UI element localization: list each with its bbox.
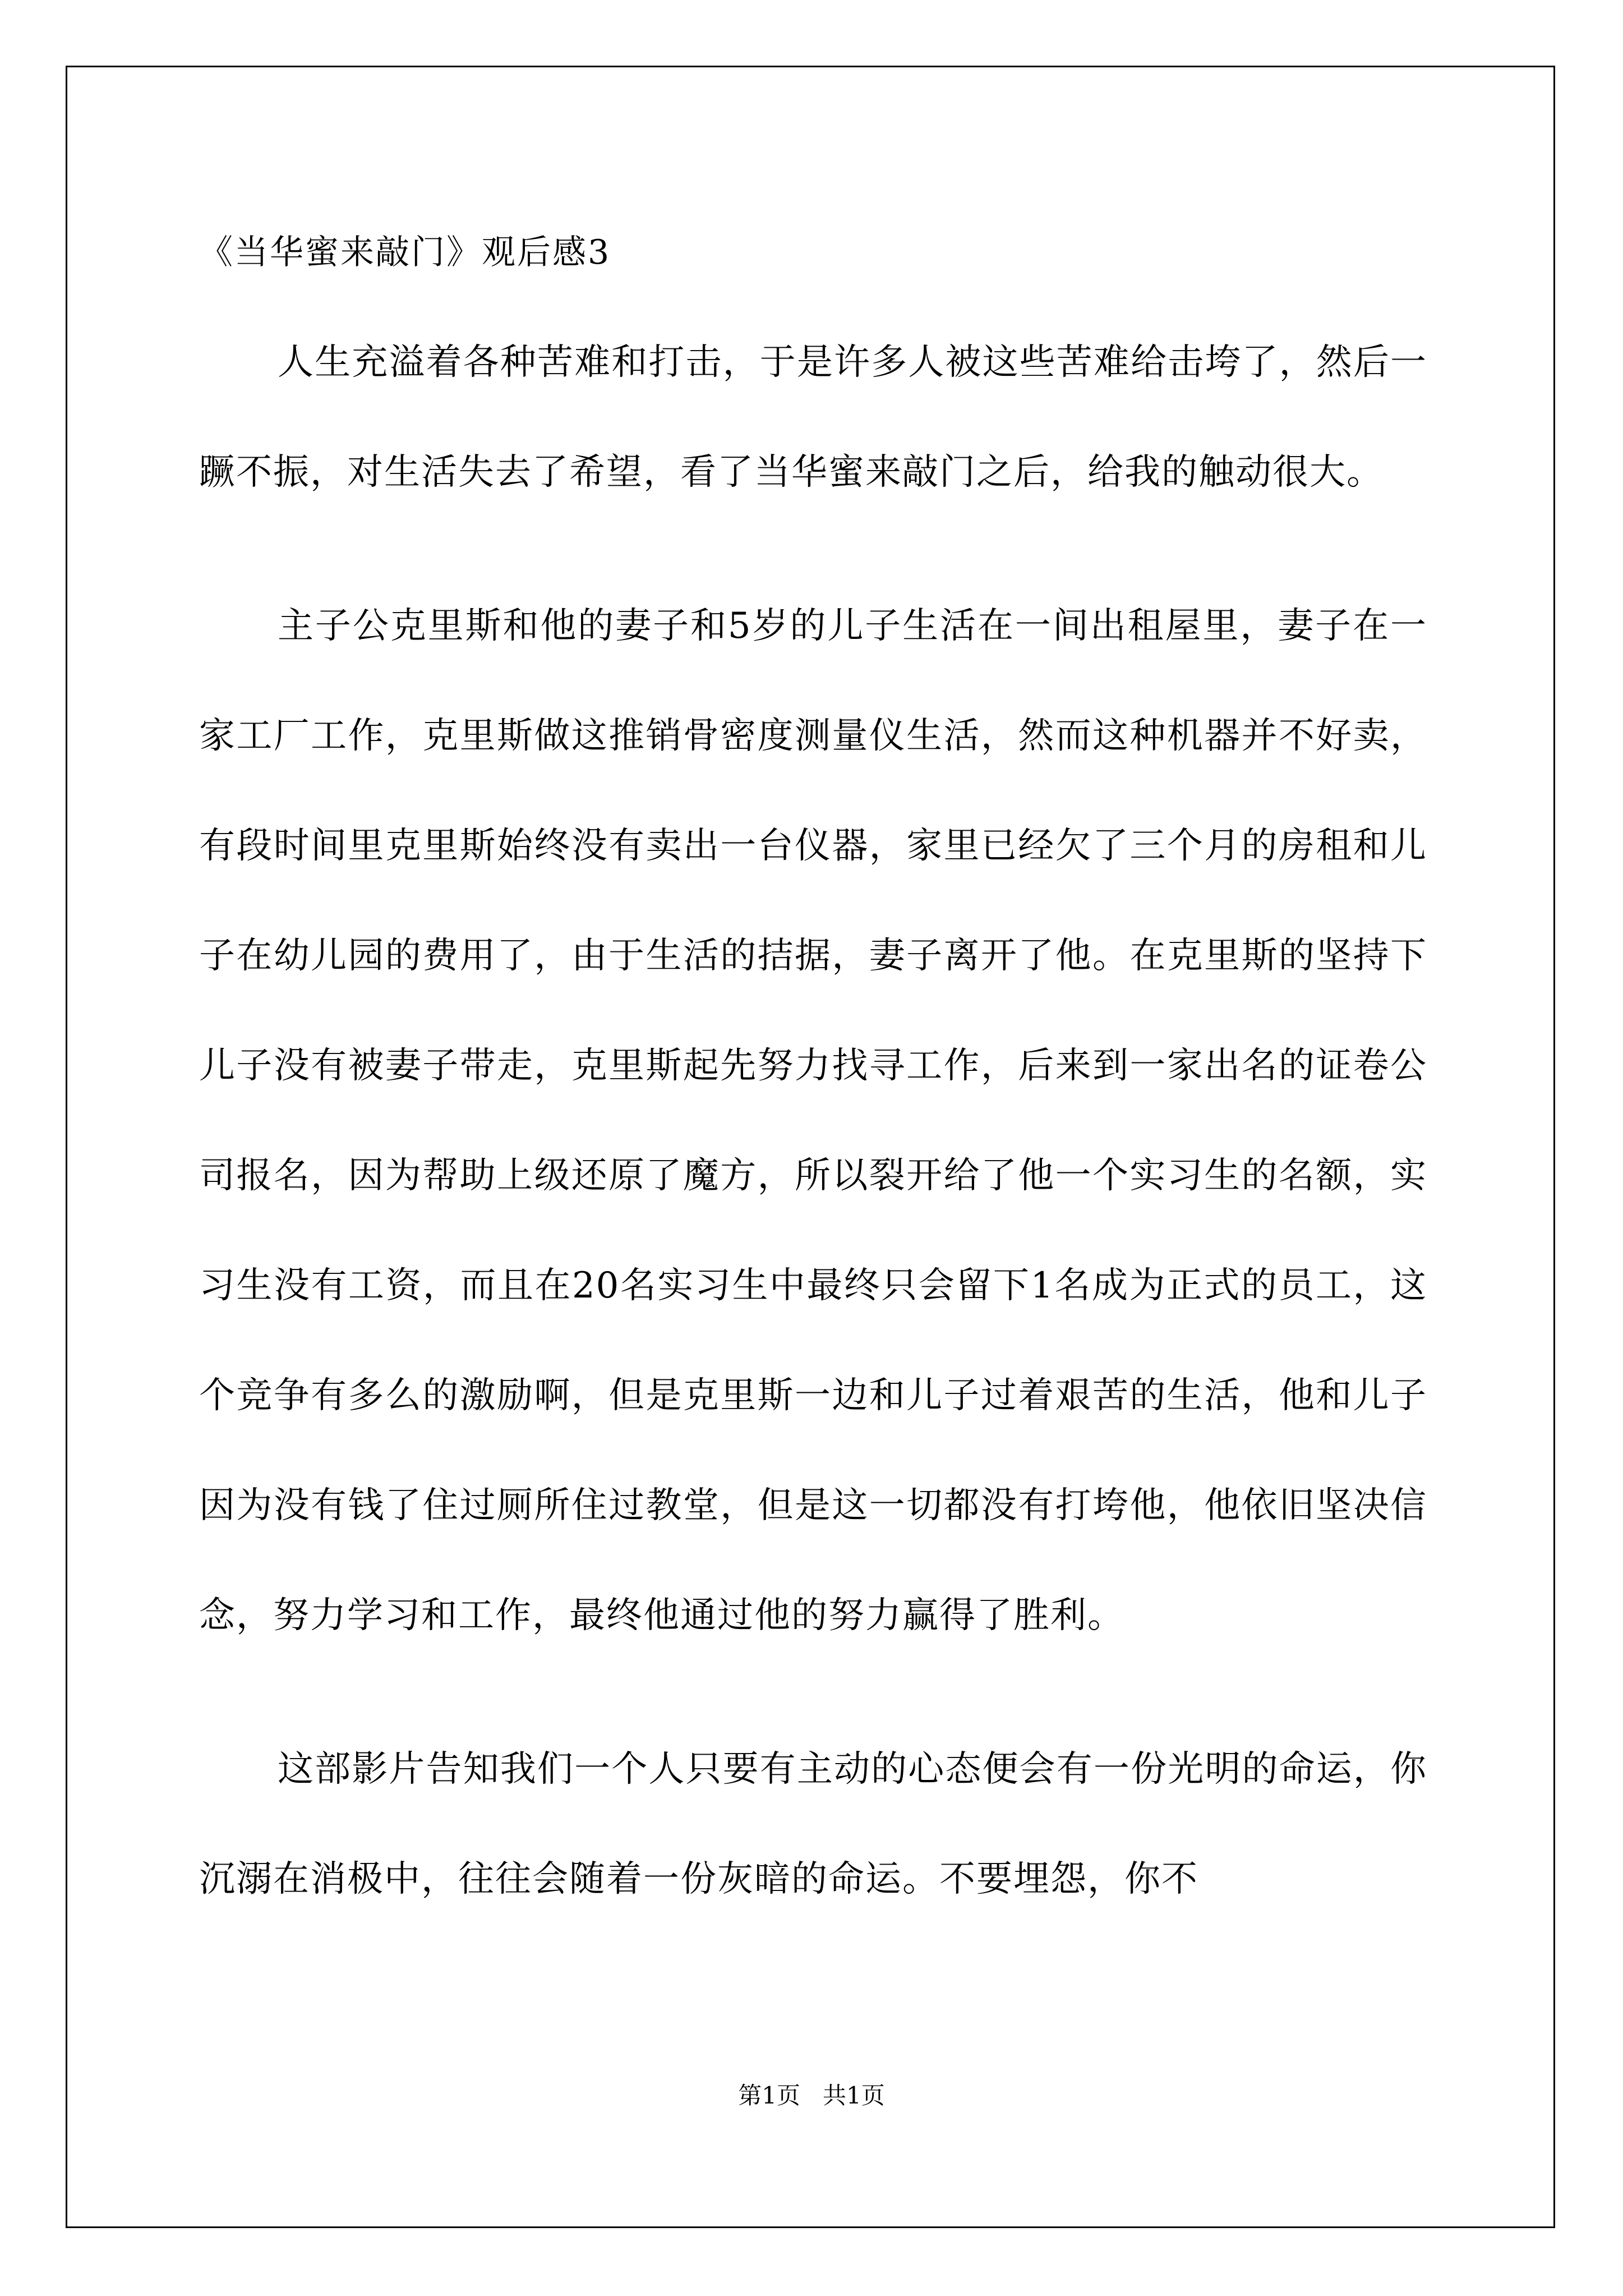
page-number-footer: 第1页 共1页 — [738, 2082, 885, 2109]
paragraph-2: 主子公克里斯和他的妻子和5岁的儿子生活在一间出租屋里，妻子在一家工厂工作，克里斯做这推销骨密度测量仪生活，然而这种机器并不好卖，有段时间里克里斯始终没有卖出一台仪器，家里已经欠了三个月的房租和儿子在幼儿园的费用了，由于生活的拮据，妻子离开了他。在克里斯的坚持下儿子没有被妻子带走，克里斯起先努力找寻工作，后来到一家出名的证卷公司报名，因为帮助上级还原了魔方，所以裂开给了他一个实习生的名额，实习生没有工资，而且在20名实习生中最终只会留下1名成为正式的员工，这个竞争有多么的激励啊，但是克里斯一边和儿子过着艰苦的生活，他和儿子因为没有钱了住过厕所住过教堂，但是这一切都没有打垮他，他依旧坚决信念，努力学习和工作，最终他通过他的努力赢得了胜利。 — [199, 605, 1427, 1636]
paragraph-3: 这部影片告知我们一个人只要有主动的心态便会有一份光明的命运，你沉溺在消极中，往往会随着一份灰暗的命运。不要埋怨，你不 — [199, 1749, 1427, 1900]
document-title: 《当华蜜来敲门》观后感3 — [199, 233, 611, 272]
paragraph-1: 人生充溢着各种苦难和打击，于是许多人被这些苦难给击垮了，然后一蹶不振，对生活失去了希望，看了当华蜜来敲门之后，给我的触动很大。 — [199, 342, 1427, 493]
document-body — [199, 224, 1427, 1934]
